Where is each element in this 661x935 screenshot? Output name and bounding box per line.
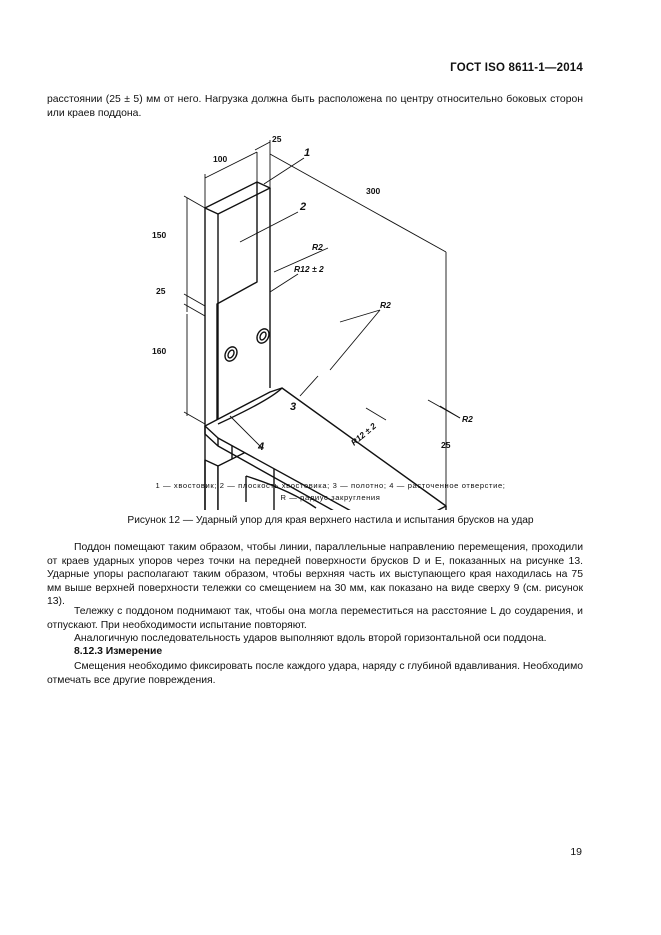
radius-r2-end: R2 [462,414,473,424]
label-3: 3 [290,401,297,413]
figure-legend-line-1: 1 — хвостовик; 2 — плоскость хвостовика; 3 — полотно; 4 — расточенное отверстие; [155,481,506,490]
intro-paragraph: расстоянии (25 ± 5) мм от него. Нагрузка должна быть расположена по центру относительно боковых сторон или краев поддона. [47,94,583,119]
figure-legend-line-2: R — радиус закругления [280,493,381,502]
paragraph-4: Смещения необходимо фиксировать после каждого удара, наряду с глубиной вдавливания. Необходимо отмечать все другие повреждения. [47,661,583,686]
figure-12 [0,130,661,510]
figure-caption: Рисунок 12 — Ударный упор для края верхнего настила и испытания брусков на удар [127,515,534,526]
paragraph-1: Поддон помещают таким образом, чтобы линии, параллельные направлению перемещения, проходили от краев ударных упоров через точки на передней поверхности брусков D и E, показанных на рисунке 13. Ударные упоры располагают таким образом, чтобы верхняя часть их выступающего края находилась на 75 мм выше верхней поверхности тележки со смещением на 30 мм, как показано на виде сверху 9 (см. рисунок 13). [47,542,583,608]
dim-100: 100 [213,154,228,164]
label-4: 4 [258,441,265,453]
dim-25-top: 25 [272,134,282,144]
paragraph-3: Аналогичную последовательность ударов выполняют вдоль второй горизонтальной оси поддона. [74,633,547,644]
radius-r2-upper: R2 [312,242,323,252]
dim-25-bottom: 25 [441,440,451,450]
hole-upper-left [223,345,240,363]
document-header: ГОСТ ISO 8611-1—2014 [450,62,583,74]
section-heading: 8.12.3 Измерение [74,646,163,657]
impact-stop-drawing [0,130,661,510]
dim-160: 160 [152,346,167,356]
label-2: 2 [300,201,307,213]
radius-r12-lower: R12 ± 2 [348,420,379,448]
dim-25-left: 25 [156,286,166,296]
page-number: 19 [570,846,582,858]
radius-r2-web: R2 [380,300,391,310]
paragraph-2: Тележку с поддоном поднимают так, чтобы она могла переместиться на расстояние L до соударения, и отпускают. При необходимости испытание повторяют. [47,606,583,631]
dim-300: 300 [366,186,381,196]
label-1: 1 [304,147,311,159]
dim-150: 150 [152,230,167,240]
hole-upper-right [255,327,272,345]
radius-r12-upper: R12 ± 2 [294,264,324,274]
